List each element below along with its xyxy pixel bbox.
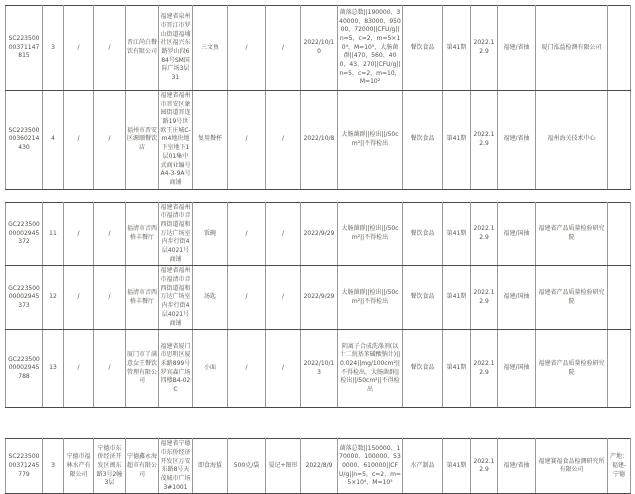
cell-seq-no: 11: [43, 202, 64, 266]
cell-food-name: 小面: [193, 330, 228, 408]
cell-bulletin-date: 2022.12.9: [471, 202, 498, 266]
cell-sample-id: GC22350000002945372: [6, 202, 43, 266]
cell-sampled-unit-address: 福建省泉州市晋江市罗山街道福埔社区福兴东路罗山段684号SM国际广场3层31: [159, 6, 193, 91]
cell-food-name: 即食海蜇: [193, 439, 228, 494]
cell-production-date: 2022/10/8: [301, 91, 338, 190]
cell-producer-address: /: [94, 6, 126, 91]
cell-remark: [608, 266, 631, 330]
cell-task-source: 福建/国抽: [498, 330, 536, 408]
cell-sampled-unit-address: 福建省宁德市东侨经济开发区万安东路8号天茂城市广场3#1001: [159, 439, 193, 494]
cell-food-name: 复用餐杯: [193, 91, 228, 190]
table-row: [6, 6, 631, 91]
cell-sample-id: SC22350000371147815: [6, 6, 43, 91]
cell-task-source: 福建/省抽: [498, 439, 536, 494]
cell-sampled-unit-address: 福建省福州市晋安区象园街道晋连路19号世欧王庄城C-m4地块地下室地下1层01集中式商业编号A4-3-9A号商铺: [159, 91, 193, 190]
cell-sampled-unit-name: 晋江尚白餐饮有限公司: [126, 6, 159, 91]
cell-trademark: /: [266, 330, 301, 408]
cell-bulletin-issue: 第41期: [443, 91, 471, 190]
cell-bulletin-date: 2022.12.9: [471, 266, 498, 330]
cell-sample-id: SC22350000371245779: [6, 439, 43, 494]
cell-bulletin-issue: 第41期: [443, 266, 471, 330]
cell-producer-address: /: [94, 202, 126, 266]
cell-producer-address: /: [94, 91, 126, 190]
cell-food-category: 水产制品: [403, 439, 443, 494]
cell-food-name: 汤匙: [193, 266, 228, 330]
cell-remark: 产地：福建-宁德: [608, 439, 631, 494]
cell-bulletin-date: 2022.12.9: [471, 330, 498, 408]
table-row: [6, 266, 631, 330]
cell-sampled-unit-address: 福建省厦门市思明区厦禾路899号罗宾森广场四楼B4-02C: [159, 330, 193, 408]
cell-food-category: 餐饮食品: [403, 91, 443, 190]
cell-producer-address: /: [94, 330, 126, 408]
cell-bulletin-issue: 第41期: [443, 439, 471, 494]
table-row: [6, 439, 631, 494]
cell-producer-name: /: [64, 91, 94, 190]
cell-task-source: 福建/国抽: [498, 266, 536, 330]
cell-spec: /: [228, 330, 266, 408]
cell-food-name: 三文鱼: [193, 6, 228, 91]
cell-testing-agency: 福建省产品质量检验研究院: [536, 266, 608, 330]
cell-sample-id: GC22350000002945373: [6, 266, 43, 330]
cell-bulletin-date: 2022.12.9: [471, 439, 498, 494]
cell-spec: /: [228, 266, 266, 330]
cell-seq-no: 12: [43, 266, 64, 330]
cell-producer-name: /: [64, 6, 94, 91]
cell-trademark: /: [266, 202, 301, 266]
cell-seq-no: 3: [43, 6, 64, 91]
section-gap: [5, 408, 630, 438]
cell-testing-agency: 福建赛福食品检测研究所有限公司: [536, 439, 608, 494]
cell-bulletin-issue: 第41期: [443, 202, 471, 266]
cell-producer-address: 宁德市东侨经济开发区闽东路3号2幢3层: [94, 439, 126, 494]
cell-sampled-unit-name: 福清市音西格丰餐厅: [126, 266, 159, 330]
inspection-table-section-3: [5, 438, 631, 494]
cell-bulletin-date: 2022.12.9: [471, 6, 498, 91]
cell-failed-item: 大肠菌群||检出||/50cm²||不得检出: [338, 202, 403, 266]
cell-sample-id: SC22350000360214430: [6, 91, 43, 190]
cell-food-category: 餐饮食品: [403, 330, 443, 408]
section-gap: [5, 190, 630, 202]
table-row: [6, 91, 631, 190]
cell-task-source: 福建/国抽: [498, 202, 536, 266]
cell-producer-name: /: [64, 202, 94, 266]
cell-trademark: /: [266, 266, 301, 330]
inspection-table-section-1: [5, 5, 631, 190]
cell-producer-address: /: [94, 266, 126, 330]
cell-failed-item: 大肠菌群||检出||/50cm²||不得检出: [338, 266, 403, 330]
cell-seq-no: 13: [43, 330, 64, 408]
cell-food-category: 餐饮食品: [403, 6, 443, 91]
cell-sampled-unit-name: 厦门市丫满意女王餐饮管理有限公司: [126, 330, 159, 408]
inspection-table-section-2: [5, 202, 631, 409]
cell-producer-name: /: [64, 330, 94, 408]
cell-failed-item: 菌落总数||150000、170000、100000、530000、610000||CFU/g||n=5，c=2，m=5×10⁴，M=10⁵: [338, 439, 403, 494]
cell-seq-no: 3: [43, 439, 64, 494]
cell-failed-item: 阴离子合成洗涤剂(以十二烷基苯磺酸钠计)||0.024||mg/100cm²||不得检出，大肠菌群||检出||/50cm²||不得检出: [338, 330, 403, 408]
cell-sampled-unit-name: 宁德鑫永海超市有限公司: [126, 439, 159, 494]
cell-producer-name: 宁德市福林水产有限公司: [64, 439, 94, 494]
cell-testing-agency: 福建省产品质量检验研究院: [536, 202, 608, 266]
cell-trademark: /: [266, 6, 301, 91]
cell-testing-agency: 厦门泓益检测有限公司: [536, 6, 608, 91]
cell-spec: /: [228, 91, 266, 190]
cell-remark: [608, 202, 631, 266]
cell-food-name: 饭碗: [193, 202, 228, 266]
cell-sampled-unit-address: 福建省福州市福清市音西街道福和万达广场室内步行街4层4021号商铺: [159, 202, 193, 266]
cell-trademark: /: [266, 91, 301, 190]
cell-food-category: 餐饮食品: [403, 202, 443, 266]
cell-remark: [608, 6, 631, 91]
cell-producer-name: /: [64, 266, 94, 330]
cell-bulletin-issue: 第41期: [443, 330, 471, 408]
cell-sampled-unit-address: 福建省福州市福清市音西街道福和万达广场室内步行街4层4021号商铺: [159, 266, 193, 330]
cell-production-date: 2022/9/29: [301, 202, 338, 266]
cell-production-date: 2022/10/10: [301, 6, 338, 91]
cell-bulletin-issue: 第41期: [443, 6, 471, 91]
cell-spec: /: [228, 202, 266, 266]
cell-food-category: 餐饮食品: [403, 266, 443, 330]
cell-spec: /: [228, 6, 266, 91]
cell-production-date: 2022/8/9: [301, 439, 338, 494]
cell-task-source: 福建/省抽: [498, 6, 536, 91]
cell-sampled-unit-name: 福州市晋安区源顺餐饮店: [126, 91, 159, 190]
cell-production-date: 2022/10/13: [301, 330, 338, 408]
cell-production-date: 2022/9/29: [301, 266, 338, 330]
cell-failed-item: 菌落总数||190000、340000、83000、95000、72000||CFU/g||n=5，c=2，m=5×10⁴，M=10⁵，大肠菌群||470、560、400、43、270||CFU/g||n=5，c=2，m=10，M=10²: [338, 6, 403, 91]
cell-remark: [608, 330, 631, 408]
cell-sample-id: GC22350000002945788: [6, 330, 43, 408]
cell-failed-item: 大肠菌群||检出||/50cm²||不得检出: [338, 91, 403, 190]
cell-task-source: 福建/省抽: [498, 91, 536, 190]
cell-sampled-unit-name: 福清市音西格丰餐厅: [126, 202, 159, 266]
cell-seq-no: 4: [43, 91, 64, 190]
cell-bulletin-date: 2022.12.9: [471, 91, 498, 190]
cell-testing-agency: 福州海关技术中心: [536, 91, 608, 190]
cell-testing-agency: 福建省产品质量检验研究院: [536, 330, 608, 408]
cell-remark: [608, 91, 631, 190]
table-row: [6, 330, 631, 408]
cell-trademark: 晏记+图形: [266, 439, 301, 494]
table-row: [6, 202, 631, 266]
cell-spec: 500克/袋: [228, 439, 266, 494]
